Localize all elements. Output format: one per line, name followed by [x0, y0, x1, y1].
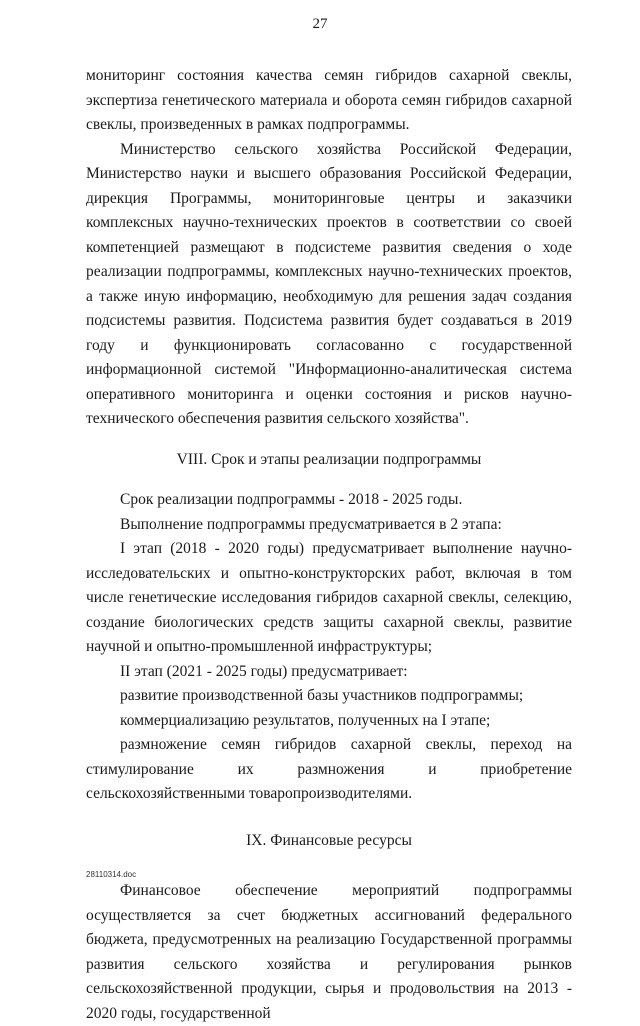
- paragraph: Срок реализации подпрограммы - 2018 - 2025 годы.: [120, 491, 463, 508]
- paragraph: II этап (2021 - 2025 годы) предусматривает:: [120, 662, 408, 680]
- paragraph: I этап (2018 - 2020 годы) предусматривает выполнение научно-исследовательских и опытно-конструкторских работ, включая в том числе генетические исследования гибридов сахарной свеклы, селекцию, создание биологических средств защиты сахарной свеклы, развитие научной и опытно-промышленной инфраструктуры;: [86, 540, 572, 655]
- paragraph: мониторинг состояния качества семян гибридов сахарной свеклы, экспертиза генетического материала и оборота семян гибридов сахарной свеклы, произведенных в рамках подпрограммы.: [86, 67, 572, 133]
- page-number: 27: [312, 16, 328, 32]
- section-heading-viii: VIII. Срок и этапы реализации подпрограммы: [176, 450, 482, 468]
- paragraph: развитие производственной базы участников подпрограммы;: [120, 687, 524, 704]
- section-heading-ix: IX. Финансовые ресурсы: [246, 831, 412, 849]
- paragraph: Министерство сельского хозяйства Российской Федерации, Министерство науки и высшего образования Российской Федерации, дирекция Программы, мониторинговые центры и заказчики комплексных научно-технических проектов в соответствии со своей компетенцией размещают в подсистеме развития сведения о ходе реализации подпрограммы, комплексных научно-технических проектов, а также иную информацию, необходимую для решения задач создания подсистемы развития. Подсистема развития будет создаваться в 2019 году и функционировать согласованно с государственной информационной системой "Информационно-аналитическая система оперативного мониторинга и оценки состояния и рисков научно-технического обеспечения развития сельского хозяйства".: [86, 140, 572, 427]
- document-footer: 28110314.doc: [86, 870, 137, 879]
- paragraph: Финансовое обеспечение мероприятий подпрограммы осуществляется за счет бюджетных ассигнований федерального бюджета, предусмотренных на реализацию Государственной программы развития сельского хозяйства и регулирования рынков сельскохозяйственной продукции, сырья и продовольствия на 2013 - 2020 годы, государственной: [86, 882, 572, 1022]
- paragraph: Выполнение подпрограммы предусматривается в 2 этапа:: [120, 515, 502, 533]
- paragraph: размножение семян гибридов сахарной свеклы, переход на стимулирование их размножения и приобретение сельскохозяйственными товаропроизводителями.: [86, 736, 572, 802]
- paragraph: коммерциализацию результатов, полученных на I этапе;: [120, 711, 491, 729]
- document-body: [86, 64, 572, 1026]
